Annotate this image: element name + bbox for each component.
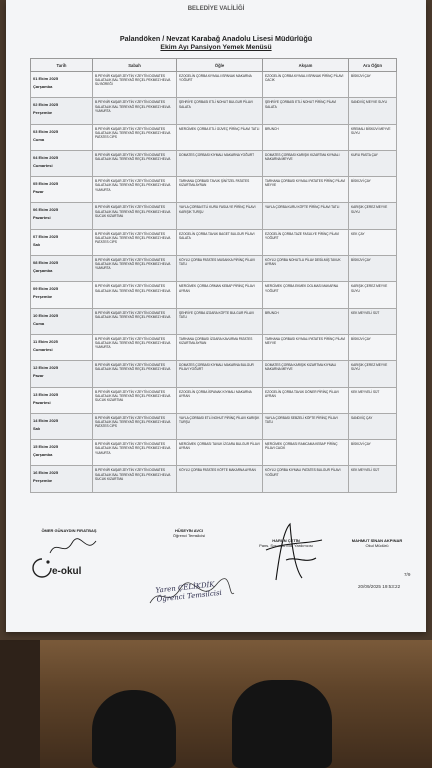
date-cell	[31, 282, 93, 308]
snack-cell: KURU PASTA ÇAY	[349, 150, 397, 176]
lunch-cell: MERCİMEK ÇORBA ETLİ GÜVEÇ PİRİNÇ PİLAVI TATLI	[177, 124, 263, 150]
date-text: 14 Ekim 2025	[33, 417, 59, 423]
table-row	[31, 334, 397, 360]
date-text: 02 Ekim 2025	[33, 102, 59, 108]
table-row	[31, 308, 397, 334]
date-cell	[31, 334, 93, 360]
weekday-text: Perşembe	[33, 110, 53, 116]
date-cell	[31, 124, 93, 150]
menu-title: Ekim Ayı Pansiyon Yemek Menüsü	[160, 44, 272, 51]
lunch-cell: KÖYLÜ ÇORBA PATATES MUSAKKA PİRİNÇ PİLAVI TATLI	[177, 256, 263, 282]
date-cell	[31, 98, 93, 124]
breakfast-cell: B.PEYNİR KAŞAR ZEYTİN Y.ZEYTİN DOMATES SALATALIK BAL TEREYAĞ REÇEL PEKMEZ HELVA	[93, 282, 177, 308]
date-cell	[31, 203, 93, 229]
dinner-cell: BRUNCH	[263, 124, 349, 150]
weekday-text: Pazartesi	[33, 215, 51, 221]
snack-cell: KREMALI BİSKÜVİ MEYVE SUYU	[349, 124, 397, 150]
date-text: 04 Ekim 2025	[33, 154, 59, 160]
date-cell	[31, 229, 93, 255]
breakfast-cell: B.PEYNİR KAŞAR ZEYTİN Y.ZEYTİN DOMATES SALATALIK BAL TEREYAĞ REÇEL PEKMEZ HELVA PATATES CİPS	[93, 413, 177, 439]
snack-cell: BİSKÜVİ ÇAY	[349, 177, 397, 203]
weekday-text: Çarşamba	[33, 84, 53, 89]
breakfast-cell: B.PEYNİR KAŞAR ZEYTİN Y.ZEYTİN DOMATES SALATALIK BAL TEREYAĞ REÇEL PEKMEZ HELVA YUMURTA	[93, 177, 177, 203]
col-breakfast: Sabah	[93, 59, 177, 72]
signer-name-4: MAHMUT SİNAN AKPINAR	[351, 538, 403, 543]
date-cell	[31, 413, 93, 439]
signer-role-2: Öğrenci Temsilcisi	[172, 533, 206, 538]
breakfast-cell: B.PEYNİR KAŞAR ZEYTİN Y.ZEYTİN DOMATES SALATALIK BAL TEREYAĞ REÇEL PEKMEZ HELVA PATATES CİPS	[93, 229, 177, 255]
date-text: 15 Ekim 2025	[33, 444, 59, 450]
lunch-cell: YAYLA ÇORBA ETLİ KURU FASULYE PİRİNÇ PİLAVI KARIŞIK TURŞU	[177, 203, 263, 229]
dinner-cell: EZOGELİN ÇORBA KIYMALI ISPANAK PİRİNÇ PİLAVI CACIK	[263, 72, 349, 98]
signature-3	[256, 520, 326, 584]
signer-name-3: HARUN ÇETİN	[272, 538, 300, 543]
lunch-cell: DOMATES ÇORBASI KIYMALI MAKARNA BULGUR PİLAVI YOĞURT	[177, 361, 263, 387]
lunch-cell: KÖYLÜ ÇORBA PATATES KÖFTE MAKARNA AYRAN	[177, 466, 263, 492]
table-row	[31, 466, 397, 492]
table-row	[31, 98, 397, 124]
breakfast-cell: B.PEYNİR KAŞAR ZEYTİN Y.ZEYTİN DOMATES SALATALIK BAL TEREYAĞ REÇEL PEKMEZ HELVA YUMURTA	[93, 256, 177, 282]
date-cell	[31, 308, 93, 334]
dinner-cell: EZOGELİN ÇORBA TAVUK DÖNER PİRİNÇ PİLAVI AYRAN	[263, 387, 349, 413]
date-text: 05 Ekim 2025	[33, 181, 59, 187]
signature-block-1	[24, 528, 114, 533]
date-text: 09 Ekim 2025	[33, 286, 59, 292]
weekday-text: Çarşamba	[33, 268, 53, 274]
dinner-cell: YAYLA ÇORBA KURU KÖFTE PİRİNÇ PİLAVI TATLI	[263, 203, 349, 229]
breakfast-cell: B.PEYNİR KAŞAR ZEYTİN Y.ZEYTİN DOMATES SALATALIK BAL TEREYAĞ REÇEL PEKMEZ HELVA YUMURTA	[93, 98, 177, 124]
lunch-cell: MERCİMEK ÇORBASI TAVUK İZGARA BULGUR PİLAVI AYRAN	[177, 440, 263, 466]
table-row	[31, 413, 397, 439]
lunch-cell: EZOGELİN ÇORBA İSPANAK KIYMALI MAKARNA AYRAN	[177, 387, 263, 413]
handwritten-note: Yaren ÇELİKDİK Öğrenci Temsilcisi	[155, 580, 223, 604]
col-snack: Ara Öğün	[349, 59, 397, 72]
lunch-cell: YAYLA ÇORBASI ETLİ NOHUT PİRİNÇ PİLAVI KARIŞIK TURŞU	[177, 413, 263, 439]
table-row	[31, 256, 397, 282]
menu-table	[30, 58, 397, 493]
dinner-cell: MERCİMEK ÇORBASI RAMCAMA KEBAP PİRİNÇ PİLAVI CACIK	[263, 440, 349, 466]
snack-cell: KARIŞIK ÇEREZ MEYVE SUYU	[349, 361, 397, 387]
snack-cell: KARIŞIK ÇEREZ MEYVE SUYU	[349, 203, 397, 229]
weekday-text: Cumartesi	[33, 346, 53, 352]
snack-cell: BİSKÜVİ ÇAY	[349, 334, 397, 360]
breakfast-cell: B.PEYNİR KAŞAR ZEYTİN Y.ZEYTİN DOMATES SALATALIK BAL TEREYAĞ REÇEL PEKMEZ HELVA PATATES CİPS	[93, 124, 177, 150]
dinner-cell: DOMATES ÇORBA KARIŞIK KIZARTMA KIYMALI MAKARNA MEYVE	[263, 361, 349, 387]
dinner-cell: KÖYLÜ ÇORBA KIYMALI PATATES BULGUR PİLAVI YOĞURT	[263, 466, 349, 492]
table-row	[31, 282, 397, 308]
snack-cell: SANDVİÇ MEYVE SUYU	[349, 98, 397, 124]
breakfast-cell: B.PEYNİR KAŞAR ZEYTİN Y.ZEYTİN DOMATES SALATALIK BAL TEREYAĞ REÇEL PEKMEZ HELVA	[93, 361, 177, 387]
breakfast-cell: B.PEYNİR KAŞAR ZEYTİN Y.ZEYTİN DOMATES SALATALIK BAL TEREYAĞ REÇEL PEKMEZ HELVA YUMURTA	[93, 334, 177, 360]
weekday-text: Salı	[33, 241, 41, 247]
table-row	[31, 387, 397, 413]
dinner-cell: TARHANA ÇORBASI KIYMALI PATATES PİRİNÇ PİLAVI MEYVE	[263, 177, 349, 203]
lunch-cell: MERCİMEK ÇORBA ORMAN KEBAP PİRİNÇ PİLAVI AYRAN	[177, 282, 263, 308]
signature-1	[46, 535, 106, 560]
page-number: 7/9	[404, 572, 411, 577]
lunch-cell: EZOGELİN ÇORBA KIYMALI ISPANAK MAKARNA YOĞURT	[177, 72, 263, 98]
date-cell	[31, 361, 93, 387]
menu-document	[6, 0, 426, 632]
dinner-cell: MERCİMEK ÇORBA EKMEK DOLMASI MAKARNA YOĞURT	[263, 282, 349, 308]
dinner-cell: KÖYLÜ ÇORBA NOHUTLU PİLAV DESİLMİŞ TAVUK AYRAN	[263, 256, 349, 282]
weekday-text: Perşembe	[33, 294, 53, 300]
school-title: Palandöken / Nevzat Karabağ Anadolu Lisesi Müdürlüğü	[119, 34, 313, 43]
col-date: Tarih	[31, 59, 93, 72]
lunch-cell: TARHANA ÇORBASI İZGARA KAVURMA PATATES KIZARTMA AYRAN	[177, 334, 263, 360]
left-shoe	[92, 690, 176, 768]
date-text: 11 Ekim 2025	[33, 338, 58, 344]
table-row	[31, 361, 397, 387]
wooden-floor	[0, 640, 432, 768]
date-text: 10 Ekim 2025	[33, 312, 59, 318]
weekday-text: Çarşamba	[33, 452, 53, 458]
table-row	[31, 177, 397, 203]
snack-cell: BİSKÜVİ ÇAY	[349, 440, 397, 466]
table-row	[31, 124, 397, 150]
weekday-text: Cumartesi	[33, 162, 53, 168]
date-text: 16 Ekim 2025	[33, 470, 59, 476]
header-top: BELEDİYE VALİLİĞİ	[187, 6, 245, 12]
snack-cell: KEK MEYVELİ SÜT	[349, 387, 397, 413]
snack-cell: BİSKÜVİ ÇAY	[349, 72, 397, 98]
table-row	[31, 229, 397, 255]
weekday-text: Perşembe	[33, 478, 53, 484]
date-text: 03 Ekim 2025	[33, 128, 59, 134]
date-text: 12 Ekim 2025	[33, 365, 59, 371]
signer-name-2: HÜSEYİN AVCI	[174, 528, 203, 533]
lunch-cell: EZOGELİN ÇORBA TAVUK BAGET BULGUR PİLAVI SALATA	[177, 229, 263, 255]
weekday-text: Cuma	[33, 320, 45, 326]
weekday-text: Pazar	[33, 373, 44, 379]
table-header-row	[31, 59, 397, 72]
col-dinner: Akşam	[263, 59, 349, 72]
snack-cell: KEK ÇAY	[349, 229, 397, 255]
breakfast-cell: B.PEYNİR KAŞAR ZEYTİN Y.ZEYTİN DOMATES SALATALIK BAL TEREYAĞ REÇEL PEKMEZ HELVA	[93, 150, 177, 176]
snack-cell: KEK MEYVELİ SÜT	[349, 308, 397, 334]
right-shoe	[232, 680, 332, 768]
signature-block-4	[336, 538, 418, 548]
dinner-cell: ŞEHRİYE ÇORBASI ETLİ NOHUT PİRİNÇ PİLAVI SALATA	[263, 98, 349, 124]
dinner-cell: TARHANA ÇORBASI KIYMALI PATATES PİRİNÇ PİLAVI MEYVE	[263, 334, 349, 360]
breakfast-cell: B.PEYNİR KAŞAR ZEYTİN Y.ZEYTİN DOMATES SALATALIK BAL TEREYAĞ REÇEL PEKMEZ HELVA SUCUK KIZARTMA	[93, 387, 177, 413]
date-text: 01 Ekim 2025	[33, 76, 59, 81]
breakfast-cell: B.PEYNİR KAŞAR ZEYTİN Y.ZEYTİN DOMATES SALATALIK BAL TEREYAĞ REÇEL PEKMEZ HELVA	[93, 308, 177, 334]
table-row	[31, 203, 397, 229]
floor-shadow	[0, 640, 40, 768]
signer-role-4: Okul Müdürü	[365, 543, 389, 548]
snack-cell: KEK MEYVELİ SÜT	[349, 466, 397, 492]
breakfast-cell: B.PEYNİR KAŞAR ZEYTİN Y.ZEYTİN DOMATES SALATALIK BAL TEREYAĞ REÇEL PEKMEZ HELVA SUCUK KIZARTMA	[93, 203, 177, 229]
date-text: 13 Ekim 2025	[33, 391, 59, 397]
signer-role-3: Pans. Sorumlu Md. Yardımcısı	[259, 543, 313, 548]
e-okul-logo-text: e-okul	[52, 566, 82, 577]
lunch-cell: ŞEHRİYE ÇORBA IZGARA KÖFTE BULGUR PİLAVI TATLI	[177, 308, 263, 334]
col-lunch: Öğle	[177, 59, 263, 72]
snack-cell: SANDVİÇ ÇAY	[349, 413, 397, 439]
print-timestamp: 20/09/2025 19:53:22	[358, 584, 401, 589]
date-cell	[31, 440, 93, 466]
date-cell	[31, 72, 93, 98]
date-text: 08 Ekim 2025	[33, 260, 59, 266]
e-okul-logo	[30, 556, 54, 580]
dinner-cell: EZOGELİN ÇORBA TAZE FASULYE PİRİNÇ PİLAVI YOĞURT	[263, 229, 349, 255]
table-row	[31, 150, 397, 176]
weekday-text: Cuma	[33, 136, 45, 142]
table-row	[31, 72, 397, 98]
snack-cell: BİSKÜVİ ÇAY	[349, 256, 397, 282]
weekday-text: Salı	[33, 425, 41, 431]
snack-cell: KARIŞIK ÇEREZ MEYVE SUYU	[349, 282, 397, 308]
date-text: 07 Ekim 2025	[33, 233, 59, 239]
weekday-text: Pazar	[33, 189, 44, 195]
date-cell	[31, 150, 93, 176]
lunch-cell: ŞEHRİYE ÇORBASI ETLİ NOHUT BULGUR PİLAVI SALATA	[177, 98, 263, 124]
breakfast-cell: B.PEYNİR KAŞAR ZEYTİN Y.ZEYTİN DOMATES SALATALIK BAL TEREYAĞ REÇEL PEKMEZ HELVA SUCUK KIZARTMA	[93, 466, 177, 492]
signature-block-2	[154, 528, 224, 538]
date-cell	[31, 256, 93, 282]
breakfast-cell: B.PEYNİR KAŞAR ZEYTİN Y.ZEYTİN DOMATES SALATALIK BAL TEREYAĞ REÇEL PEKMEZ HELVA SU BÖREĞİ	[93, 72, 177, 98]
dinner-cell: BRUNCH	[263, 308, 349, 334]
date-text: 06 Ekim 2025	[33, 207, 59, 213]
date-cell	[31, 466, 93, 492]
signature-block-3	[246, 538, 326, 548]
breakfast-cell: B.PEYNİR KAŞAR ZEYTİN Y.ZEYTİN DOMATES SALATALIK BAL TEREYAĞ REÇEL PEKMEZ HELVA YUMURTA	[93, 440, 177, 466]
date-cell	[31, 177, 93, 203]
signer-name-1: ÖMER GÜNAYDIN FIRATBAŞ	[41, 528, 97, 533]
date-cell	[31, 387, 93, 413]
table-row	[31, 440, 397, 466]
lunch-cell: DOMATES ÇORBASI KIYMALI MAKARNA YOĞURT	[177, 150, 263, 176]
lunch-cell: TARHANA ÇORBASI TAVUK ŞİNİTZEL PATATES KIZARTMA AYRAN	[177, 177, 263, 203]
weekday-text: Pazartesi	[33, 399, 51, 405]
dinner-cell: DOMATES ÇORBASI KARIŞIK KIZARTMA KIYMALI MAKARNA MEYVE	[263, 150, 349, 176]
dinner-cell: YAYLA ÇORBASI SEBZELİ KÖFTE PİRİNÇ PİLAVI TATLI	[263, 413, 349, 439]
